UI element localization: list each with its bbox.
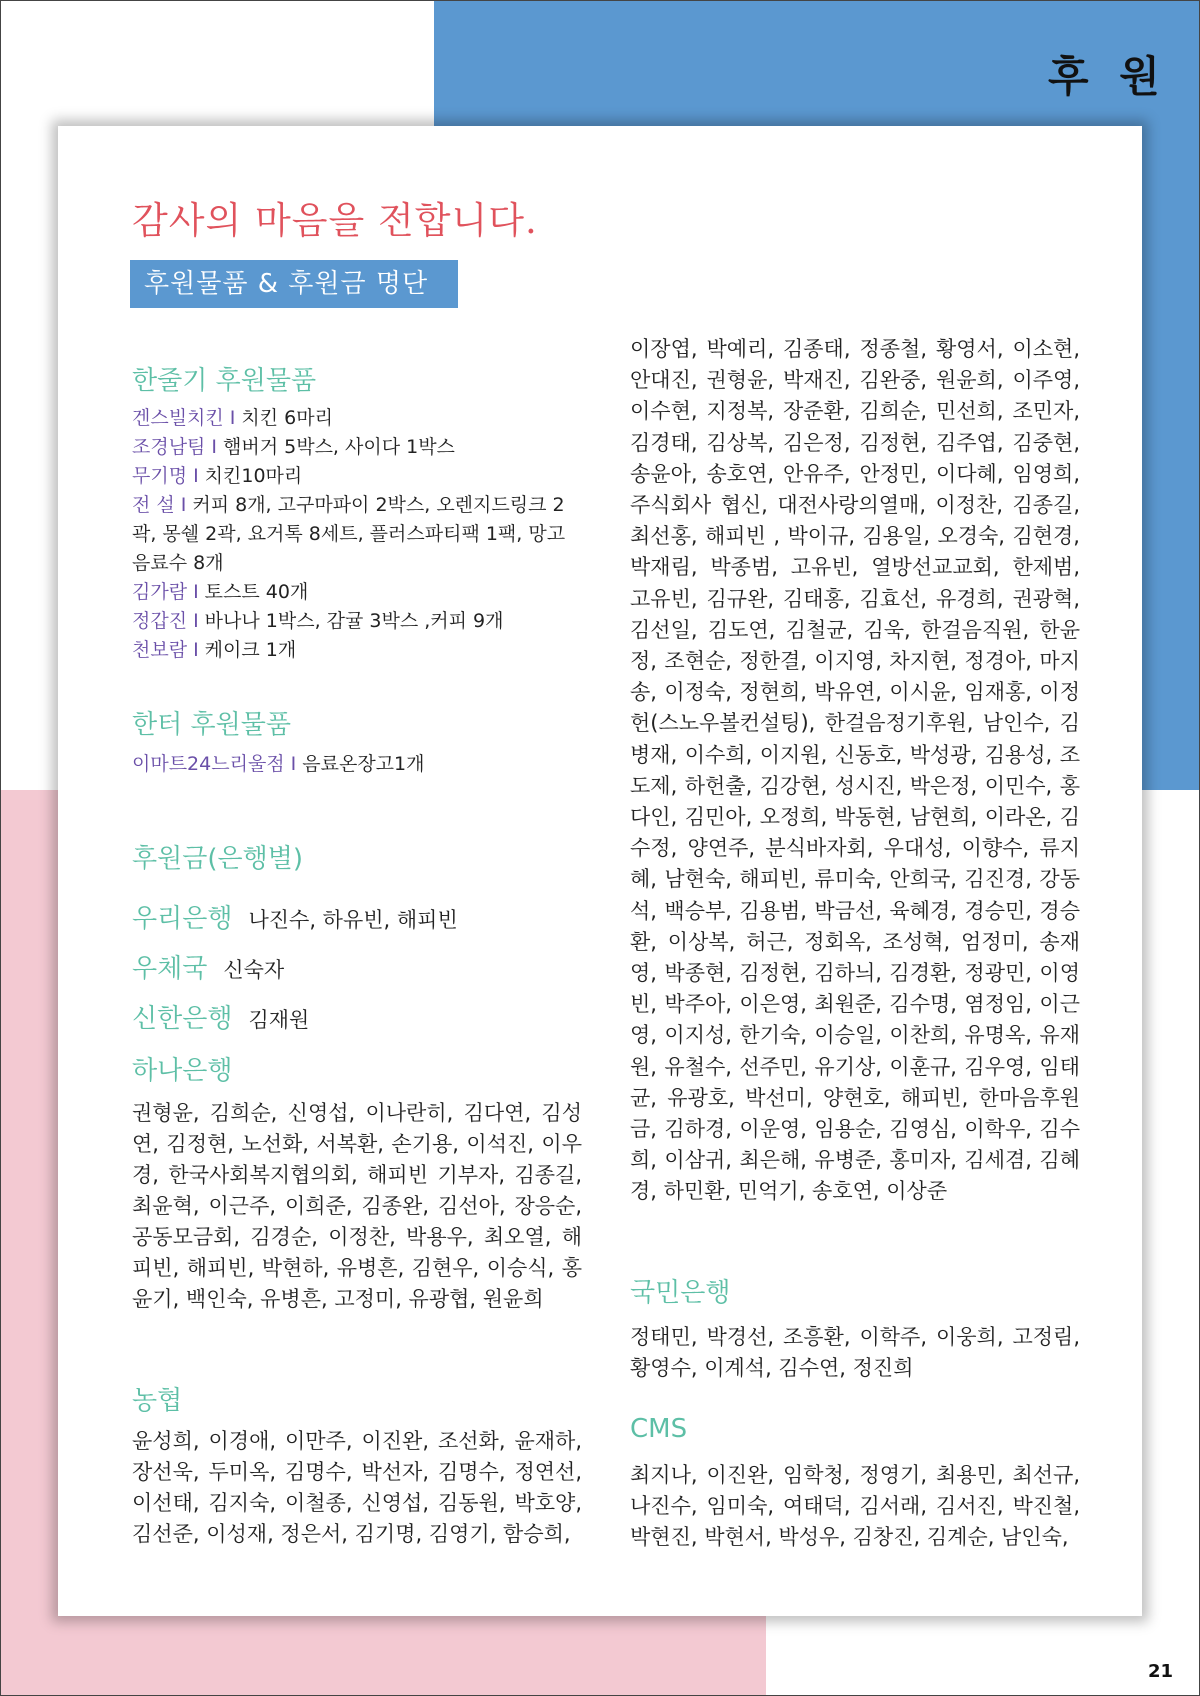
bank-row-post	[132, 948, 284, 985]
donation-detail: 커피 8개, 고구마파이 2박스, 오렌지드링크 2곽, 몽쉘 2곽, 요거톡 8세트, 플러스파티팩 1팩, 망고음료수 8개	[132, 494, 566, 574]
section-label: 후 원	[1048, 52, 1168, 101]
nh-donor-list-continued: 이장엽, 박예리, 김종태, 정종철, 황영서, 이소현, 안대진, 권형윤, 박재진, 김완중, 원윤희, 이주영, 이수현, 지정복, 장준환, 김희순, 민선희, 조민자, 김경태, 김상복, 김은정, 김정현, 김주엽, 김중현, 송윤아, 송호연, 안유주, 안정민, 이다혜, 임영희, 주식회사 협신, 대전사랑의열매, 이정찬, 김종길, 최선홍, 해피빈 , 박이규, 김용일, 오경숙, 김현경, 박재림, 박종범, 고유빈, 열방선교교회, 한제범, 고유빈, 김규완, 김태홍, 김효선, 유경희, 권광혁, 김선일, 김도연, 김철균, 김욱, 한걸음직원, 한윤정, 조현순, 정한결, 이지영, 차지현, 정경아, 마지송, 이정숙, 정현희, 박유연, 이시윤, 임재홍, 이정헌(스노우볼컨설팅), 한걸음정기후원, 남인수, 김병재, 이수희, 이지원, 신동호, 박성광, 김용성, 조도제, 하헌출, 김강현, 성시진, 박은정, 이민수, 홍다인, 김민아, 오정희, 박동현, 남현희, 이라온, 김수정, 양연주, 분식바자회, 우대성, 이향수, 류지혜, 남현숙, 해피빈, 류미숙, 안희국, 김진경, 강동석, 백승부, 김용범, 박금선, 육혜경, 경승민, 경승환, 이상복, 허근, 정회옥, 조성혁, 엄정미, 송재영, 박종현, 김정현, 김하늬, 김경환, 정광민, 이영빈, 박주아, 이은영, 최원준, 김수명, 염정임, 이근영, 이지성, 한기숙, 이승일, 이찬희, 유명옥, 유재원, 유철수, 선주민, 유기상, 이훈규, 김우영, 임태균, 유광호, 박선미, 양현호, 해피빈, 한마음후원금, 김하경, 이운영, 임용순, 김영심, 이학우, 김수희, 이삼귀, 최은해, 유병준, 홍미자, 김세겸, 김혜경, 하민환, 민억기, 송호연, 이상준	[630, 337, 1080, 1204]
heading-hanter: 한터 후원물품	[132, 710, 291, 740]
donor-name: 무기명	[132, 465, 188, 487]
nh-donor-list: 윤성희, 이경애, 이만주, 이진완, 조선화, 윤재하, 장선욱, 두미옥, 김명수, 박선자, 김명수, 정연선, 이선태, 김지숙, 이철종, 신영섭, 김동원, 박호양, 김선준, 이성재, 정은서, 김기명, 김영기, 함승희,	[132, 1429, 582, 1546]
list-item	[132, 636, 582, 665]
donation-detail: 치킨 6마리	[241, 407, 333, 429]
bank-donors: 나진수, 하유빈, 해피빈	[248, 908, 458, 932]
donor-name: 전 설	[132, 494, 175, 516]
separator: I	[193, 465, 199, 487]
headline: 감사의 마음을 전합니다.	[132, 199, 538, 242]
separator: I	[193, 610, 199, 632]
bank-name: 우체국	[132, 954, 208, 984]
donation-detail: 햄버거 5박스, 사이다 1박스	[223, 436, 455, 458]
heading-kb: 국민은행	[630, 1278, 731, 1308]
heading-hana: 하나은행	[132, 1056, 233, 1086]
list-item	[132, 433, 582, 462]
list-item	[132, 750, 582, 779]
heading-funds: 후원금(은행별)	[132, 844, 303, 874]
bank-row-woori	[132, 898, 458, 935]
donation-detail: 바나나 1박스, 감귤 3박스 ,커피 9개	[204, 610, 504, 632]
bank-donors: 신숙자	[223, 958, 285, 982]
separator: I	[211, 436, 218, 458]
banner: 후원물품 & 후원금 명단	[130, 260, 458, 308]
kb-donor-list: 정태민, 박경선, 조흥환, 이학주, 이웅희, 고정림, 황영수, 이계석, 김수연, 정진희	[630, 1325, 1080, 1380]
heading-hanjulgi: 한줄기 후원물품	[132, 366, 317, 396]
cms-donor-list: 최지나, 이진완, 임학청, 정영기, 최용민, 최선규, 나진수, 임미숙, 여태덕, 김서래, 김서진, 박진철, 박현진, 박현서, 박성우, 김창진, 김계순, 남인숙,	[630, 1463, 1080, 1549]
donor-name: 천보람	[132, 639, 188, 661]
list-item	[132, 404, 582, 433]
separator: I	[229, 407, 236, 429]
donation-detail: 케이크 1개	[204, 639, 297, 661]
donation-detail: 토스트 40개	[204, 581, 309, 603]
separator: I	[193, 639, 199, 661]
list-item	[132, 491, 582, 578]
bank-row-shinhan	[132, 998, 309, 1035]
bank-donors: 김재원	[248, 1008, 310, 1032]
bank-name: 우리은행	[132, 904, 233, 934]
donor-name: 김가람	[132, 581, 188, 603]
donor-name: 겐스빌치킨	[132, 407, 224, 429]
donor-name: 이마트24느리울점	[132, 753, 285, 775]
separator: I	[180, 494, 187, 516]
donor-name: 정갑진	[132, 610, 188, 632]
heading-cms: CMS	[630, 1414, 688, 1444]
bank-name: 신한은행	[132, 1004, 233, 1034]
separator: I	[193, 581, 199, 603]
hana-donor-list: 권형윤, 김희순, 신영섭, 이나란히, 김다연, 김성연, 김정현, 노선화, 서복환, 손기용, 이석진, 이우경, 한국사회복지협의회, 해피빈 기부자, 김종길, 최윤혁, 이근주, 이희준, 김종완, 김선아, 장응순, 공동모금회, 김경순, 이정찬, 박용우, 최오열, 해피빈, 해피빈, 박현하, 유병흔, 김현우, 이승식, 홍윤기, 백인숙, 유병흔, 고정미, 유광협, 원윤희	[132, 1101, 582, 1311]
donation-detail: 치킨10마리	[204, 465, 303, 487]
donor-name: 조경남팀	[132, 436, 206, 458]
separator: I	[290, 753, 297, 775]
list-item	[132, 607, 582, 636]
donation-detail: 음료온장고1개	[302, 753, 425, 775]
content-card	[58, 126, 1142, 1616]
list-item	[132, 462, 582, 491]
heading-nh: 농협	[132, 1386, 183, 1416]
page-number: 21	[1148, 1661, 1174, 1682]
list-item	[132, 578, 582, 607]
